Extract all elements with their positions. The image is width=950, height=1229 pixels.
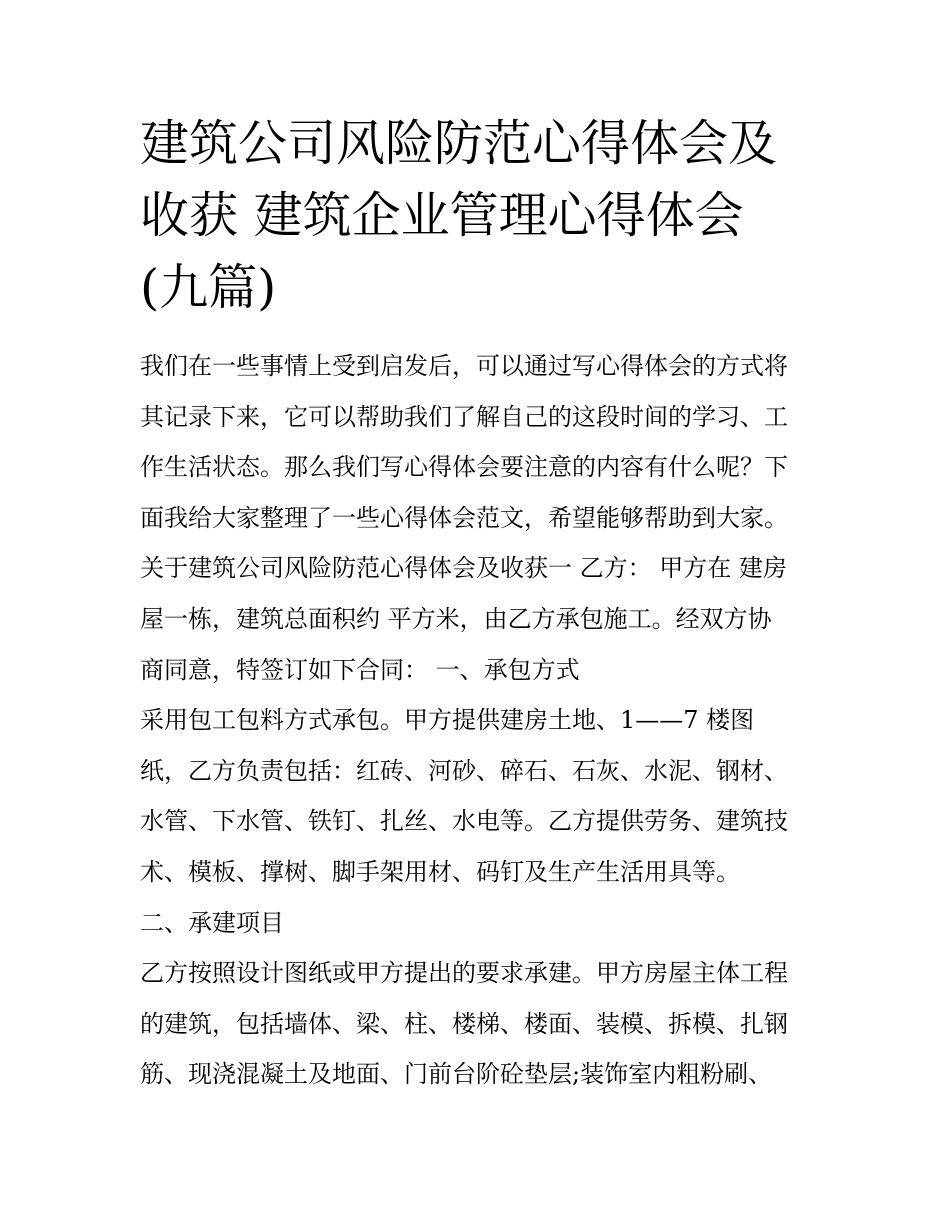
section-heading: 二、承建项目 <box>140 908 284 937</box>
body-line: 纸，乙方负责包括：红砖、河砂、碎石、石灰、水泥、钢材、 <box>140 756 788 785</box>
body-line: 商同意，特签订如下合同： 一、承包方式 <box>140 655 580 684</box>
body-line: 的建筑，包括墙体、梁、柱、楼梯、楼面、装模、拆模、扎钢 <box>140 1009 788 1038</box>
body-line: 我们在一些事情上受到启发后，可以通过写心得体会的方式将 <box>140 352 788 380</box>
title-line: (九篇) <box>140 259 277 316</box>
body-line: 作生活状态。那么我们写心得体会要注意的内容有什么呢？下 <box>140 453 788 482</box>
body-line: 其记录下来，它可以帮助我们了解自己的这段时间的学习、工 <box>140 402 788 431</box>
document-page <box>140 108 820 1100</box>
document-body <box>140 341 820 1100</box>
body-line: 筋、现浇混凝土及地面、门前台阶砼垫层;装饰室内粗粉刷、 <box>140 1060 773 1089</box>
body-line: 术、模板、撑树、脚手架用材、码钉及生产生活用具等。 <box>140 857 740 886</box>
body-line: 乙方按照设计图纸或甲方提出的要求承建。甲方房屋主体工程 <box>140 959 788 988</box>
body-line: 屋一栋，建筑总面积约 平方米，由乙方承包施工。经双方协 <box>140 604 772 633</box>
body-line: 水管、下水管、铁钉、扎丝、水电等。乙方提供劳务、建筑技 <box>140 807 788 836</box>
body-line: 关于建筑公司风险防范心得体会及收获一 乙方： 甲方在 建房 <box>140 554 787 583</box>
document-title <box>140 108 820 324</box>
title-line: 收获 建筑企业管理心得体会 <box>140 187 744 244</box>
body-line: 采用包工包料方式承包。甲方提供建房土地、1——7 楼图 <box>140 706 755 735</box>
title-line: 建筑公司风险防范心得体会及 <box>140 115 778 172</box>
body-line: 面我给大家整理了一些心得体会范文，希望能够帮助到大家。 <box>140 503 788 532</box>
